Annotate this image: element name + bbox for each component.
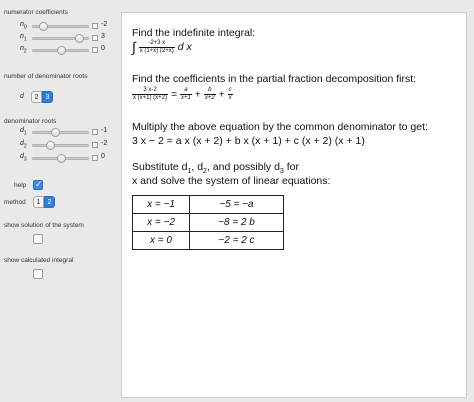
- denominator-label: $d_1$: [20, 127, 27, 137]
- n2-slider[interactable]: [32, 49, 89, 52]
- substitution-cell: x = −1: [133, 196, 190, 214]
- pf-term-a: $\frac{a}{x+1}$: [181, 87, 191, 101]
- substitution-cell: x = −2: [133, 214, 190, 232]
- expand-icon[interactable]: [92, 155, 98, 161]
- integral-fraction: $\frac{-2+3 x}{x (1+x) (2+x)}$: [139, 39, 174, 54]
- n1-value: 3: [101, 33, 105, 40]
- system-table: [132, 195, 284, 250]
- n0-slider[interactable]: [32, 25, 89, 28]
- table-row: [133, 214, 284, 232]
- n0-value: -2: [101, 21, 108, 28]
- show-solution-label: show solution of the system: [4, 222, 84, 229]
- expand-icon[interactable]: [92, 35, 98, 41]
- expand-icon[interactable]: [92, 23, 98, 29]
- show-integral-checkbox[interactable]: [33, 269, 43, 279]
- slider-thumb[interactable]: [57, 46, 66, 55]
- pf-term-c: $\frac{c}{x}$: [228, 87, 232, 101]
- instruction-integral: Find the indefinite integral:: [132, 27, 256, 39]
- help-checkbox[interactable]: [33, 180, 43, 190]
- integral-expression: [132, 39, 192, 55]
- expand-icon[interactable]: [92, 142, 98, 148]
- partial-fraction-equation: $\frac{3 x-2}{x (x+1) (x+2)}$ = $\frac{a}{x+1}$ + $\frac{b}{x+2}$ + $\frac{c}{x}$: [133, 87, 232, 101]
- instruction-multiply: Multiply the above equation by the common denominator to get:: [132, 121, 428, 133]
- roots-count-option-3[interactable]: 3: [42, 91, 53, 103]
- d1-slider[interactable]: [32, 131, 89, 134]
- expand-icon[interactable]: [92, 47, 98, 53]
- denominator-row-d2: [4, 140, 118, 151]
- numerator-label: $n_0$: [20, 21, 27, 31]
- numerator-row-n2: [4, 45, 118, 56]
- method-label: method: [4, 199, 26, 206]
- expanded-equation: 3 x − 2 = a x (x + 2) + b x (x + 1) + c (x + 2) (x + 1): [132, 135, 365, 147]
- show-solution-checkbox[interactable]: [33, 234, 43, 244]
- slider-thumb[interactable]: [75, 34, 84, 43]
- table-row: [133, 232, 284, 250]
- numerator-label: $n_2$: [20, 45, 27, 55]
- equation-cell: −2 = 2 c: [190, 232, 284, 250]
- method-option-1[interactable]: 1: [33, 196, 44, 208]
- denominator-row-d1: [4, 127, 118, 138]
- d3-slider[interactable]: [32, 157, 89, 160]
- numerator-row-n1: [4, 33, 118, 44]
- slider-thumb[interactable]: [39, 22, 48, 31]
- d2-slider[interactable]: [32, 144, 89, 147]
- denominator-section-title: denominator roots: [4, 118, 57, 125]
- equation-cell: −8 = 2 b: [190, 214, 284, 232]
- instruction-solve: x and solve the system of linear equations:: [132, 175, 331, 187]
- numerator-section-title: numerator coefficients: [4, 9, 68, 16]
- n2-value: 0: [101, 45, 105, 52]
- roots-count-selector: [31, 91, 53, 103]
- control-panel: [0, 0, 118, 402]
- method-option-2[interactable]: 2: [44, 196, 55, 208]
- pf-term-b: $\frac{b}{x+2}$: [204, 87, 215, 101]
- denominator-row-d3: [4, 153, 118, 164]
- equation-cell: −5 = −a: [190, 196, 284, 214]
- table-row: [133, 196, 284, 214]
- method-selector: [33, 196, 55, 208]
- expand-icon[interactable]: [92, 129, 98, 135]
- slider-thumb[interactable]: [51, 128, 60, 137]
- instruction-partial-fractions: Find the coefficients in the partial fraction decomposition first:: [132, 73, 417, 85]
- help-label: help: [14, 182, 27, 189]
- d1-value: -1: [101, 127, 108, 134]
- substitution-cell: x = 0: [133, 232, 190, 250]
- roots-count-option-2[interactable]: 2: [31, 91, 42, 103]
- roots-count-section-title: number of denominator roots: [4, 73, 88, 80]
- d2-value: -2: [101, 140, 108, 147]
- instruction-substitute: Substitute $d_1$, $d_2$, and possibly $d_3$ for: [132, 161, 299, 176]
- integral-sign-icon: ∫: [132, 39, 136, 55]
- roots-count-label: d: [20, 93, 24, 100]
- output-panel: [121, 12, 467, 398]
- slider-thumb[interactable]: [46, 141, 55, 150]
- pf-lhs: $\frac{3 x-2}{x (x+1) (x+2)}$: [133, 87, 168, 101]
- slider-thumb[interactable]: [57, 154, 66, 163]
- n1-slider[interactable]: [32, 37, 89, 40]
- denominator-label: $d_3$: [20, 153, 27, 163]
- denominator-label: $d_2$: [20, 140, 27, 150]
- show-integral-label: show calculated integral: [4, 257, 74, 264]
- numerator-label: $n_1$: [20, 33, 27, 43]
- numerator-row-n0: [4, 21, 118, 32]
- d3-value: 0: [101, 153, 105, 160]
- integral-dx: d x: [177, 40, 192, 53]
